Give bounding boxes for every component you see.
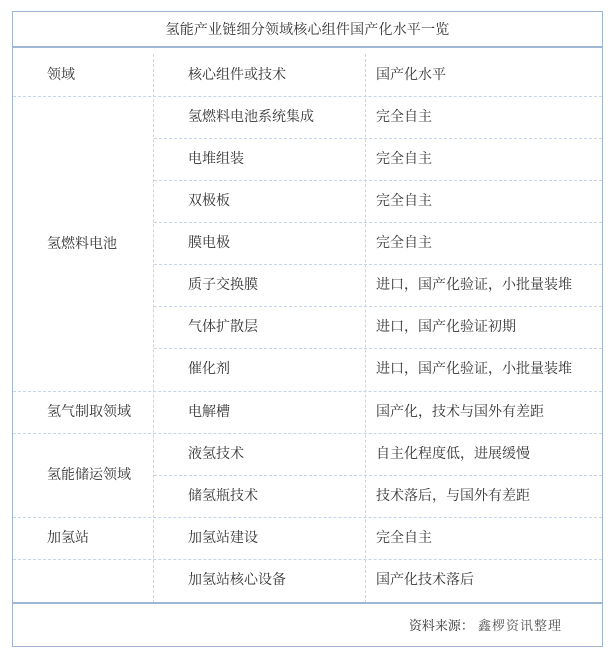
- row-divider: [154, 306, 602, 307]
- row-divider: [154, 180, 602, 181]
- row-divider: [13, 559, 602, 560]
- data-table: [13, 54, 602, 603]
- component-cell: 气体扩散层: [188, 319, 258, 335]
- source-label: 资料来源：: [408, 619, 474, 634]
- component-cell: 氢燃料电池系统集成: [188, 109, 314, 125]
- domain-production: 氢气制取领域: [47, 404, 131, 420]
- component-cell: 电堆组装: [188, 151, 244, 167]
- level-cell: 完全自主: [376, 530, 432, 546]
- component-cell: 催化剂: [188, 361, 230, 377]
- table-title: [13, 12, 602, 48]
- component-cell: 加氢站核心设备: [188, 572, 286, 588]
- row-divider: [13, 517, 602, 518]
- level-cell: 进口，国产化验证，小批量装堆: [376, 277, 572, 293]
- level-cell: 国产化技术落后: [376, 572, 474, 588]
- component-cell: 电解槽: [188, 404, 230, 420]
- row-divider: [154, 348, 602, 349]
- column-divider: [153, 54, 154, 603]
- component-cell: 储氢瓶技术: [188, 488, 258, 504]
- row-divider: [13, 391, 602, 392]
- domain-storage-transport: 氢能储运领域: [47, 467, 131, 483]
- domain-fuel-cell: 氢燃料电池: [47, 236, 117, 252]
- header-domain: 领域: [47, 67, 75, 83]
- row-divider: [13, 96, 602, 97]
- footer-divider: [13, 602, 602, 604]
- row-divider: [154, 475, 602, 476]
- row-divider: [13, 433, 602, 434]
- source-note: [409, 615, 562, 634]
- level-cell: 完全自主: [376, 109, 432, 125]
- source-value: 鑫椤资讯整理: [477, 619, 562, 634]
- component-cell: 双极板: [188, 193, 230, 209]
- level-cell: 进口，国产化验证初期: [376, 319, 516, 335]
- table-frame: [12, 11, 603, 647]
- component-cell: 液氢技术: [188, 446, 244, 462]
- column-divider: [365, 54, 366, 603]
- component-cell: 质子交换膜: [188, 277, 258, 293]
- level-cell: 国产化，技术与国外有差距: [376, 404, 544, 420]
- level-cell: 技术落后，与国外有差距: [376, 488, 530, 504]
- domain-refueling-station: 加氢站: [47, 530, 89, 546]
- header-component: 核心组件或技术: [188, 67, 286, 83]
- header-level: 国产化水平: [376, 67, 446, 83]
- level-cell: 完全自主: [376, 235, 432, 251]
- row-divider: [154, 138, 602, 139]
- level-cell: 完全自主: [376, 193, 432, 209]
- table-title-text: 氢能产业链细分领域核心组件国产化水平一览: [165, 22, 450, 38]
- component-cell: 膜电极: [188, 235, 230, 251]
- row-divider: [154, 222, 602, 223]
- level-cell: 进口，国产化验证，小批量装堆: [376, 361, 572, 377]
- level-cell: 完全自主: [376, 151, 432, 167]
- row-divider: [154, 264, 602, 265]
- component-cell: 加氢站建设: [188, 530, 258, 546]
- level-cell: 自主化程度低，进展缓慢: [376, 446, 530, 462]
